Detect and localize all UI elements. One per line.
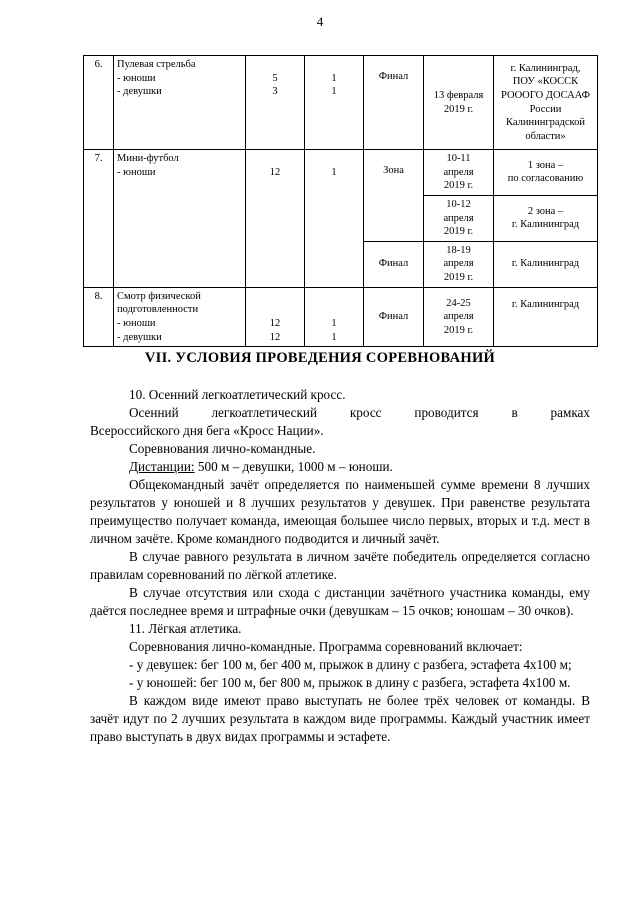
sport-group: - девушки: [117, 86, 162, 98]
athletics-type: Соревнования лично-командные. Программа соревнований включает:: [129, 639, 523, 654]
row-number: 6.: [84, 56, 114, 150]
reps-value: 1: [331, 318, 337, 330]
sport-name: Пулевая стрельба: [117, 59, 196, 70]
date-cell: [424, 287, 494, 347]
date-line: 2019 г.: [443, 324, 474, 336]
row-number: 7.: [84, 150, 114, 288]
place-cell: [494, 287, 598, 347]
place-line: России: [529, 103, 562, 115]
stage-value: Зона: [383, 165, 404, 176]
persons-cell: [246, 287, 305, 347]
table-row: [84, 56, 598, 150]
sport-name: Мини-футбол: [117, 153, 179, 164]
place-line: Калининградской: [506, 117, 585, 129]
cross-intro-line2: Всероссийского дня бега «Кросс Нации».: [90, 423, 324, 438]
sport-name: подготовленности: [117, 304, 199, 316]
sport-cell: [114, 150, 246, 288]
row-number: 8.: [84, 287, 114, 347]
date-line: 2019 г.: [443, 226, 474, 238]
cross-distances: [90, 458, 590, 476]
date-cell: [424, 150, 494, 196]
distances-label: Дистанции:: [129, 459, 195, 474]
place-line: 2 зона –: [527, 205, 564, 217]
place-line: РОООГО ДОСААФ: [501, 89, 590, 101]
place-line: г. Калининград,: [510, 62, 581, 74]
persons-value: 12: [269, 331, 281, 343]
place-line: ПОУ «КОССК: [512, 76, 579, 88]
date-line: апреля: [443, 311, 474, 323]
place-line: г. Калининград: [511, 219, 580, 231]
sport-group: - юноши: [117, 72, 156, 84]
date-line: апреля: [443, 258, 474, 270]
cross-equal-result: В случае равного результата в личном зачёте победитель определяется согласно правилам соревнований по лёгкой атлетике.: [90, 549, 590, 582]
athletics-boys: - у юношей: бег 100 м, бег 800 м, прыжок в длину с разбега, эстафета 4х100 м.: [129, 675, 571, 690]
persons-value: 12: [269, 166, 281, 178]
sport-group: - юноши: [117, 318, 156, 330]
cross-heading: 10. Осенний легкоатлетический кросс.: [129, 387, 346, 402]
persons-cell: [246, 150, 305, 288]
schedule-table: [83, 55, 598, 347]
athletics-heading: 11. Лёгкая атлетика.: [129, 621, 242, 636]
page-number: 4: [316, 14, 324, 29]
section-title: VII. УСЛОВИЯ ПРОВЕДЕНИЯ СОРЕВНОВАНИЙ: [144, 350, 496, 366]
place-line: г. Калининград: [511, 298, 580, 310]
reps-cell: [305, 287, 364, 347]
date-line: апреля: [443, 166, 474, 178]
date-line: апреля: [443, 212, 474, 224]
place-line: области»: [525, 130, 566, 142]
persons-value: 3: [272, 86, 278, 98]
place-line: по согласованию: [507, 173, 584, 185]
persons-cell: [246, 56, 305, 150]
persons-value: 12: [269, 318, 281, 330]
stage-cell: Финал: [364, 287, 424, 347]
stage-cell: [364, 150, 424, 242]
place-cell: г. Калининград: [494, 241, 598, 287]
reps-value: 1: [331, 86, 337, 98]
sport-cell: [114, 56, 246, 150]
cross-absence: В случае отсутствия или схода с дистанции зачётного участника команды, ему даётся последнее время и штрафные очки (девушкам – 15 очков; юношам – 30 очков).: [90, 585, 590, 618]
sport-name: Смотр физической: [117, 290, 201, 302]
date-line: 18-19: [446, 244, 471, 256]
reps-cell: [305, 56, 364, 150]
table-row: [84, 287, 598, 347]
section-body: [90, 386, 590, 746]
athletics-girls: - у девушек: бег 100 м, бег 400 м, прыжок в длину с разбега, эстафета 4х100 м;: [129, 657, 572, 672]
athletics-rules: В каждом виде имеют право выступать не более трёх человек от команды. В зачёт идут по 2 лучших результата в каждом виде программы. Каждый участник имеет право выступать в двух видах программы и эстафете.: [90, 693, 590, 744]
cross-type: Соревнования лично-командные.: [129, 441, 316, 456]
place-cell: [494, 56, 598, 150]
date-line: 10-11: [446, 153, 471, 164]
table-row: [84, 150, 598, 196]
date-line: 2019 г.: [443, 180, 474, 192]
reps-value: 1: [331, 166, 337, 178]
stage-cell: Финал: [364, 241, 424, 287]
stage-value: Финал: [378, 71, 409, 82]
date-cell: 13 февраля 2019 г.: [424, 56, 494, 150]
reps-value: 1: [331, 72, 337, 84]
cross-intro-line1: Осенний легкоатлетический кросс проводится в рамках: [129, 405, 590, 420]
date-cell: [424, 195, 494, 241]
cross-team-scoring: Общекомандный зачёт определяется по наименьшей сумме времени 8 лучших результатов у юношей и 8 лучших результатов у девушек. При равенстве результата преимущество получает команда, имеющая большее число первых, вторых и т.д. мест в личном зачёте. Кроме командного подводится и личный зачёт.: [90, 477, 590, 546]
date-cell: [424, 241, 494, 287]
date-line: 2019 г.: [443, 272, 474, 284]
place-cell: [494, 150, 598, 196]
reps-cell: [305, 150, 364, 288]
sport-cell: [114, 287, 246, 347]
persons-value: 5: [272, 72, 278, 84]
sport-group: - юноши: [117, 166, 156, 178]
date-line: 10-12: [446, 198, 471, 210]
date-line: 24-25: [446, 297, 471, 309]
stage-cell: [364, 56, 424, 150]
sport-group: - девушки: [117, 331, 162, 343]
place-cell: [494, 195, 598, 241]
distances-value: 500 м – девушки, 1000 м – юноши.: [194, 459, 393, 474]
reps-value: 1: [331, 331, 337, 343]
place-line: 1 зона –: [527, 159, 564, 171]
